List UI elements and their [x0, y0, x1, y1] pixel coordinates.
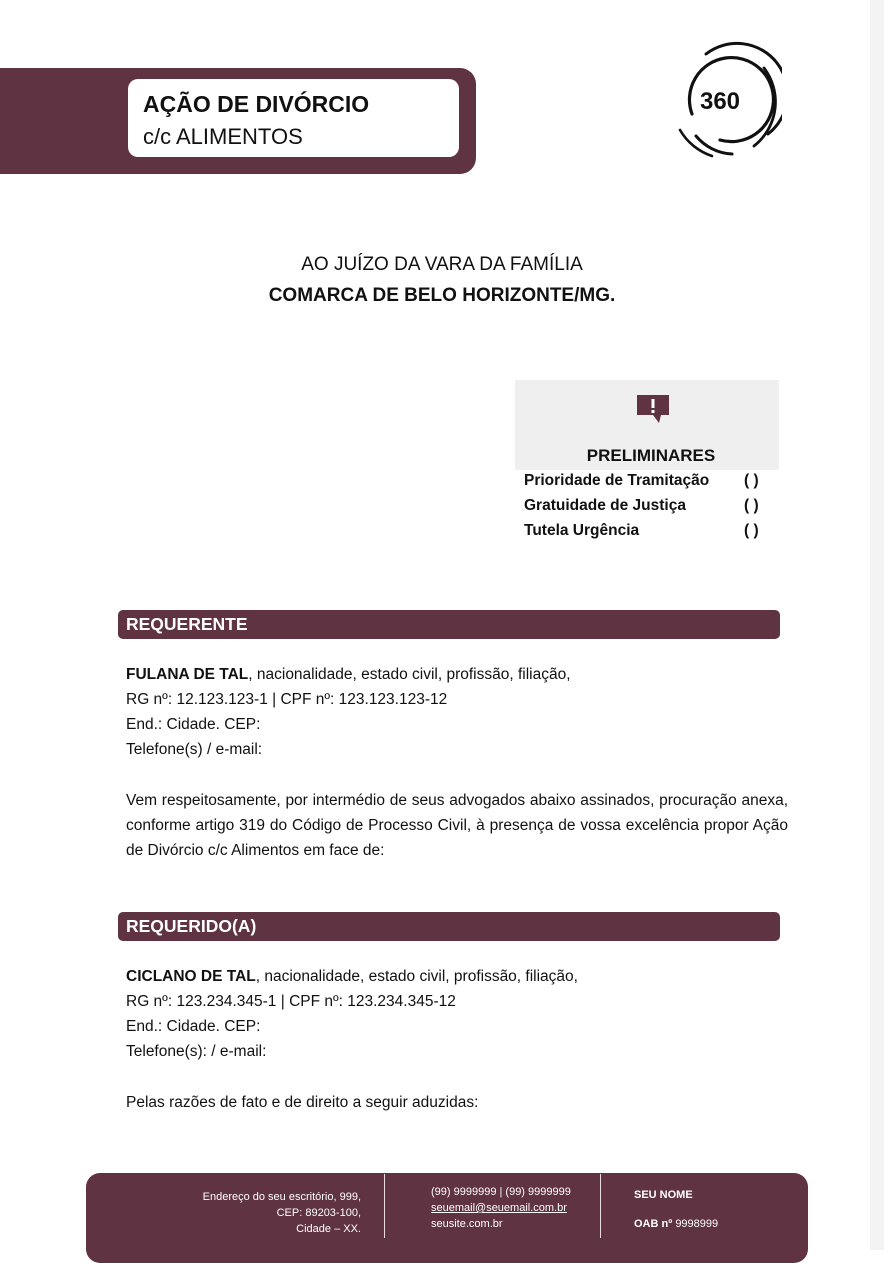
preliminary-checkbox-urgency[interactable]: ( ): [744, 522, 759, 539]
document-subtitle: c/c ALIMENTOS: [143, 124, 303, 149]
section-header-requerido: [118, 912, 780, 941]
logo-360-icon: [672, 38, 782, 160]
preliminary-item-urgency: Tutela Urgência: [524, 522, 640, 539]
requerido-name: CICLANO DE TAL: [126, 968, 256, 985]
section-label: REQUERENTE: [126, 614, 248, 634]
requerido-paragraph: Pelas razões de fato e de direito a seguir aduzidas:: [126, 1094, 479, 1111]
requerente-qualification-rest: , nacionalidade, estado civil, profissão, filiação,: [248, 666, 571, 683]
section-header-requerente: [118, 610, 780, 639]
requerido-contact: Telefone(s): / e-mail:: [126, 1043, 267, 1060]
footer-oab-number: 9998999: [675, 1218, 719, 1230]
footer-address-line: CEP: 89203-100,: [276, 1207, 361, 1219]
footer-address-line: Cidade – XX.: [296, 1223, 361, 1235]
footer-contact: [431, 1184, 571, 1232]
footer-lawyer-name: SEU NOME: [634, 1189, 693, 1201]
requerido-ids: RG nº: 123.234.345-1 | CPF nº: 123.234.345-12: [126, 993, 456, 1010]
preliminary-checkbox-priority[interactable]: ( ): [744, 472, 759, 489]
preliminary-item-priority: Prioridade de Tramitação: [524, 472, 710, 489]
footer-divider: [600, 1174, 601, 1238]
page-edge: [870, 0, 884, 1250]
requerido-address: End.: Cidade. CEP:: [126, 1018, 261, 1035]
footer-address: [150, 1189, 361, 1237]
requerente-ids: RG nº: 12.123.123-1 | CPF nº: 123.123.123-12: [126, 691, 448, 708]
requerente-address: End.: Cidade. CEP:: [126, 716, 261, 733]
requerente-qualification: [126, 666, 571, 684]
requerente-paragraph: Vem respeitosamente, por intermédio de seus advogados abaixo assinados, procuração anexa, conforme artigo 319 do Código de Processo Civil, à presença de vossa excelência propor Ação de Divórcio c/c Alimentos em face de:: [126, 792, 788, 859]
footer-oab: [634, 1218, 718, 1230]
footer-divider: [384, 1174, 385, 1238]
court-district: COMARCA DE BELO HORIZONTE/MG.: [268, 285, 616, 306]
section-label: REQUERIDO(A): [126, 916, 257, 936]
footer-phones: (99) 9999999 | (99) 9999999: [431, 1186, 571, 1198]
court-addressee: AO JUÍZO DA VARA DA FAMÍLIA: [301, 254, 583, 275]
document-title: AÇÃO DE DIVÓRCIO: [143, 91, 370, 117]
logo-text: 360: [699, 88, 741, 115]
requerido-qualification-rest: , nacionalidade, estado civil, profissão, filiação,: [255, 968, 578, 985]
requerido-qualification: [126, 968, 578, 986]
footer-email-link[interactable]: seuemail@seuemail.com.br: [431, 1202, 567, 1214]
requerente-contact: Telefone(s) / e-mail:: [126, 741, 263, 758]
requerente-name: FULANA DE TAL: [126, 666, 249, 683]
alert-message-icon: [636, 394, 670, 426]
preliminary-item-gratuity: Gratuidade de Justiça: [524, 497, 686, 514]
preliminary-checkbox-gratuity[interactable]: ( ): [744, 497, 759, 514]
preliminaries-title: PRELIMINARES: [586, 446, 716, 465]
footer-site[interactable]: seusite.com.br: [431, 1218, 503, 1230]
footer-oab-label: OAB nº: [634, 1218, 673, 1230]
footer-address-line: Endereço do seu escritório, 999,: [202, 1191, 361, 1203]
